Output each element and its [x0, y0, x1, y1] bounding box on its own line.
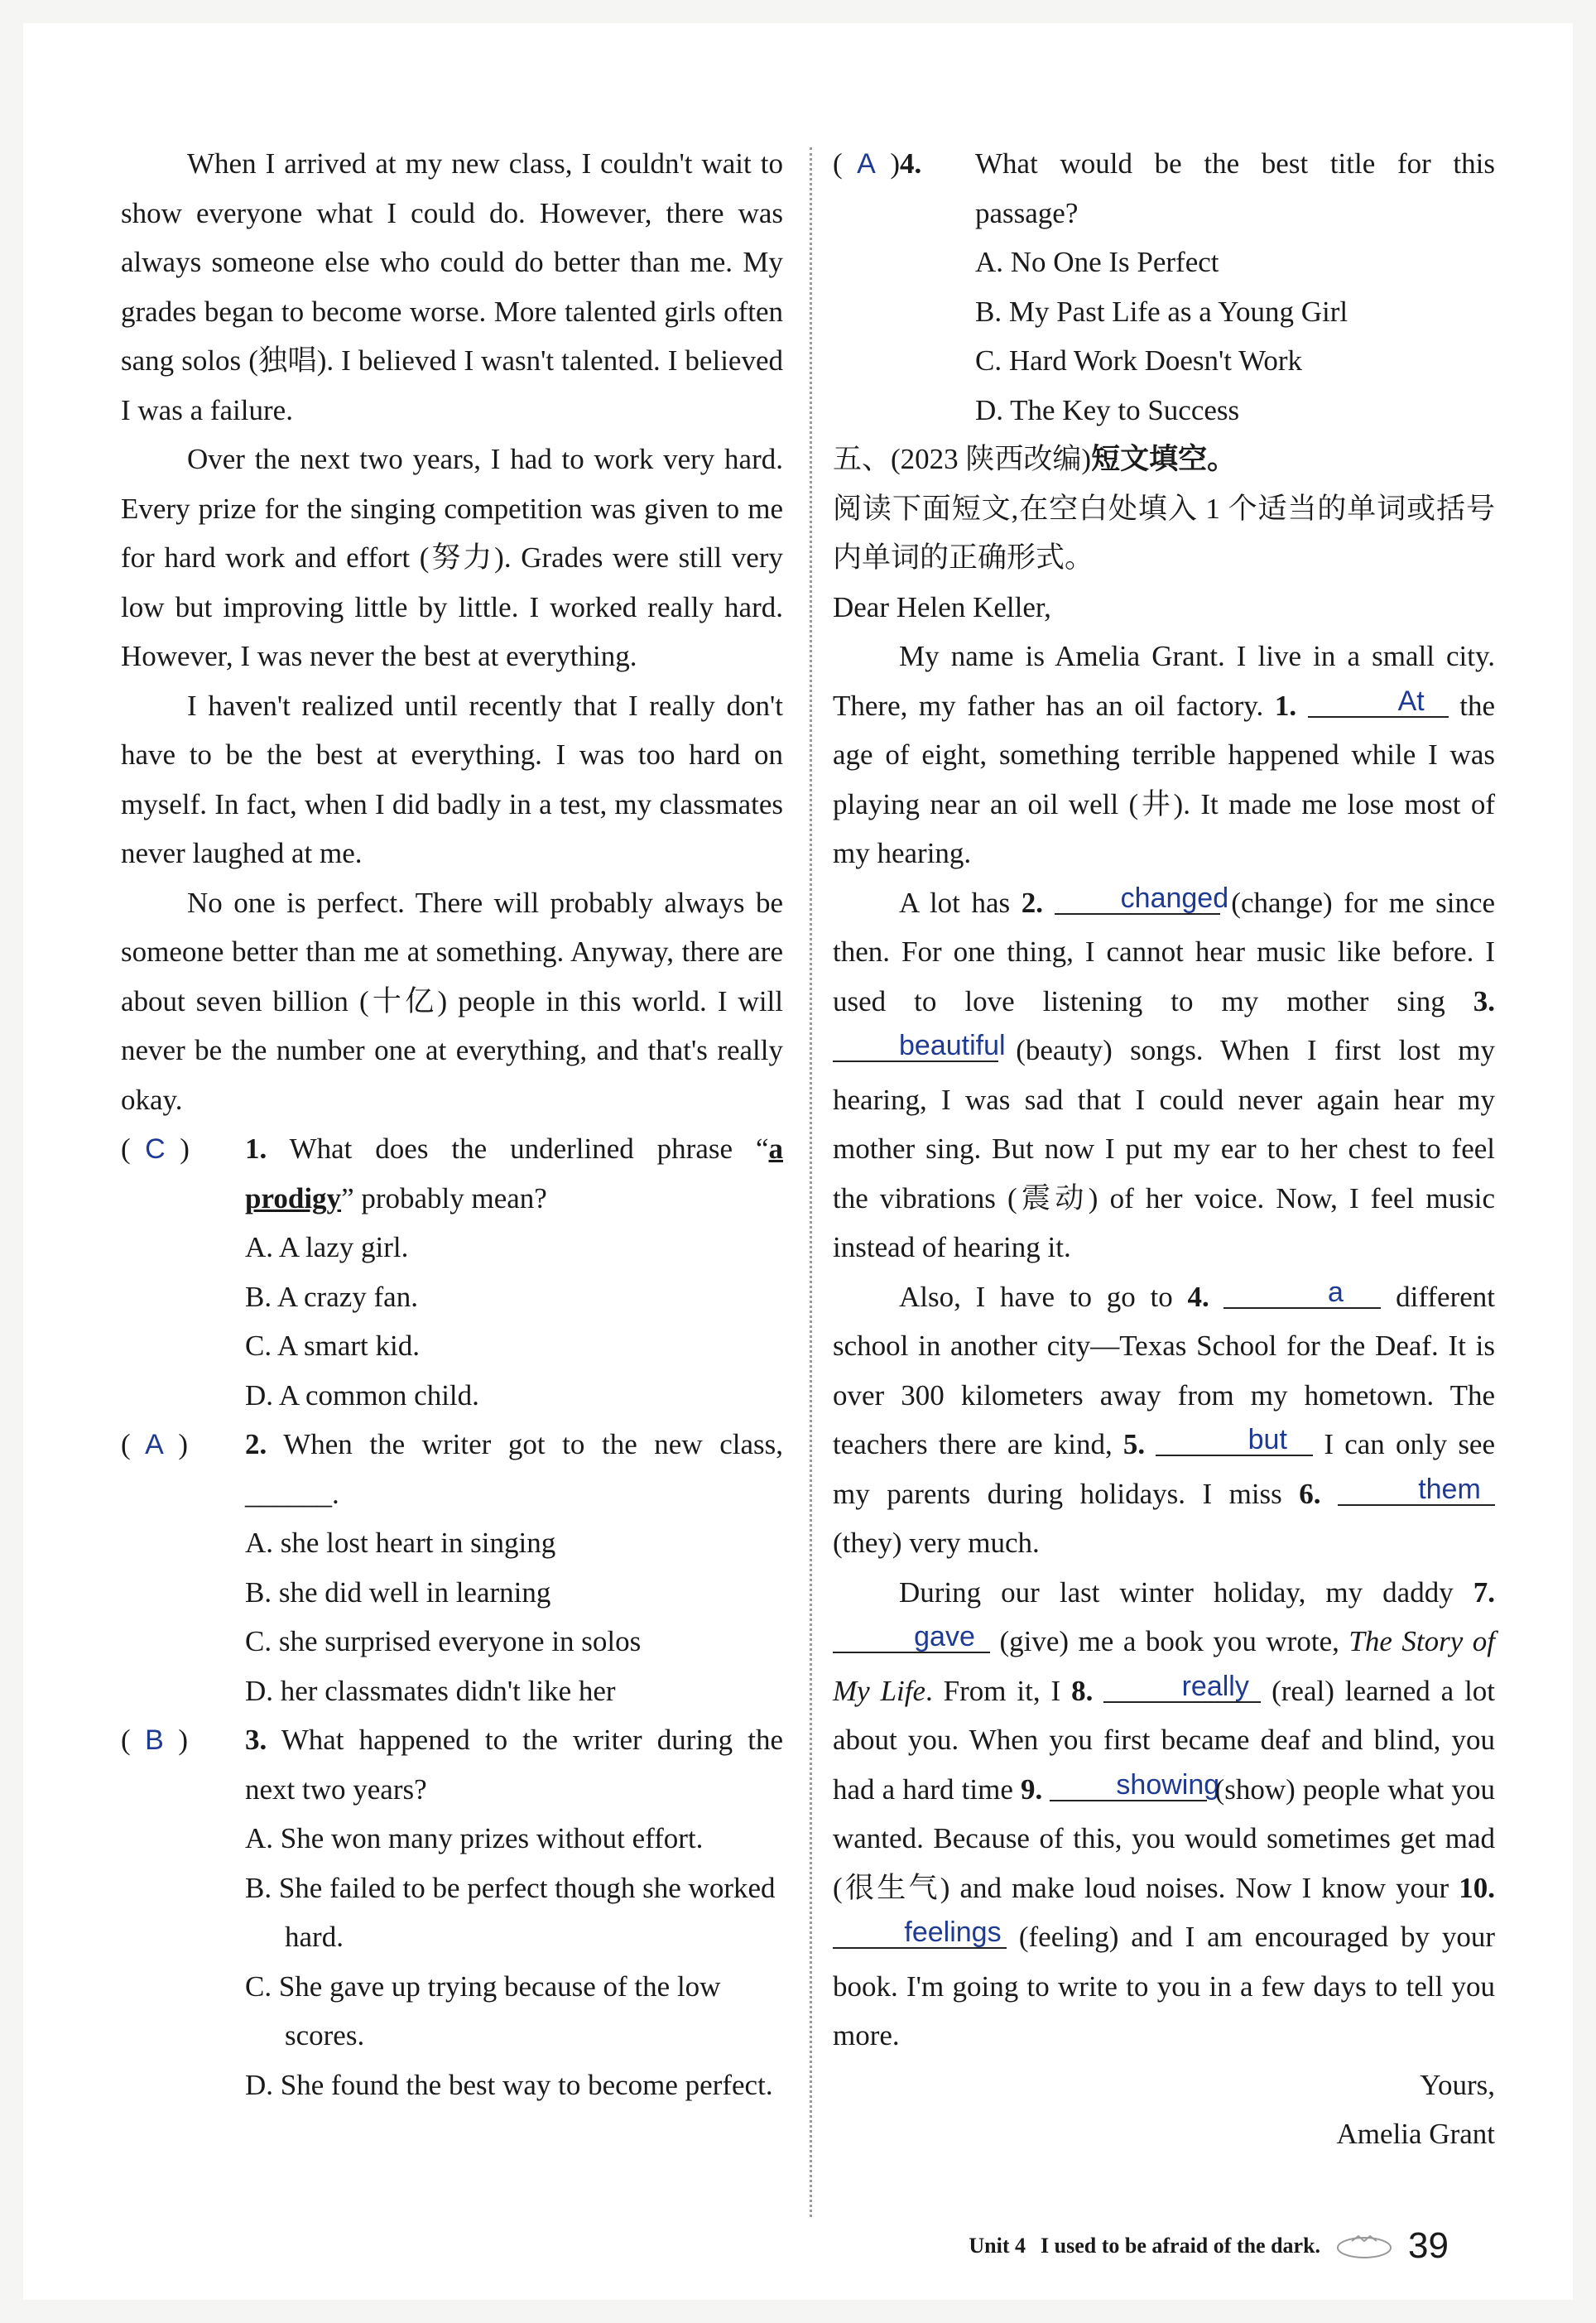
blank-10: feelings	[833, 1917, 1007, 1949]
q1-option-a: A. A lazy girl.	[245, 1231, 409, 1263]
blank-9: showing	[1050, 1770, 1207, 1801]
answer-3: B	[145, 1724, 164, 1756]
q4-option-d: D. The Key to Success	[975, 393, 1240, 426]
q2-option-c: C. she surprised everyone in solos	[245, 1625, 642, 1657]
blank-2: changed	[1055, 883, 1220, 915]
passage-paragraph-4: No one is perfect. There will probably always be someone better than me at something. Anyway, there are about seven billion (十亿) people in this world. I will never be the number one at everything, and that's really okay.	[121, 886, 783, 1116]
section-5-heading: 五、(2023 陕西改编)短文填空。	[833, 443, 1237, 475]
question-4: ( A )4. What would be the best title for this passage?	[833, 147, 1495, 229]
letter-paragraph-3: Also, I have to go to 4. a different school in another city—Texas School for the Deaf. It is over 300 kilometers away from my hometown. The teachers there are kind, 5. but I can only see my parents during holidays. I miss 6. them (they) very much.	[833, 1276, 1496, 1559]
passage-paragraph-2: Over the next two years, I had to work very hard. Every prize for the singing competition was given to me for hard work and effort (努力). Grades were still very low but improving little by little. I worked really hard. However, I was never the best at everything.	[121, 443, 783, 672]
page-footer	[969, 2225, 1449, 2267]
q4-option-c: C. Hard Work Doesn't Work	[975, 344, 1303, 377]
answer-4: A	[857, 148, 876, 180]
section-5-instruction: 阅读下面短文,在空白处填入 1 个适当的单词或括号内单词的正确形式。	[833, 492, 1495, 574]
q1-option-d: D. A common child.	[245, 1378, 479, 1412]
question-1: ( C ) 1. What does the underlined phrase “a prodigy” probably mean?	[121, 1133, 783, 1214]
page-number: 39	[1408, 2225, 1449, 2266]
q4-option-a: A. No One Is Perfect	[975, 246, 1219, 278]
passage-paragraph-1: When I arrived at my new class, I couldn't wait to show everyone what I could do. However, there was always someone else who could do better than me. My grades began to become worse. More talented girls often sang solos (独唱). I believed I wasn't talented. I believed I was a failure.	[121, 147, 783, 426]
q4-option-b: B. My Past Life as a Young Girl	[975, 295, 1348, 328]
answer-1: C	[145, 1133, 166, 1165]
blank-7: gave	[833, 1622, 990, 1653]
column-divider	[810, 147, 812, 2217]
question-3: ( B ) 3. What happened to the writer during the next two years?	[121, 1724, 783, 1806]
blank-4: a	[1223, 1277, 1381, 1309]
q3-option-b: B. She failed to be perfect though she worked hard.	[245, 1871, 776, 1953]
q3-option-c: C. She gave up trying because of the low scores.	[245, 1970, 721, 2051]
blank-6: them	[1338, 1474, 1495, 1506]
q3-option-d: D. She found the best way to become perfect.	[245, 2068, 773, 2101]
unit-label: Unit 4	[969, 2234, 1026, 2258]
q2-option-d: D. her classmates didn't like her	[245, 1674, 616, 1707]
q2-option-b: B. she did well in learning	[245, 1575, 551, 1609]
letter-signature: Amelia Grant	[1336, 2118, 1495, 2150]
blank-5: but	[1156, 1425, 1313, 1456]
letter-greeting: Dear Helen Keller,	[833, 590, 1051, 623]
letter-paragraph-4: During our last winter holiday, my daddy 7. gave (give) me a book you wrote, The Story of My Life. From it, I 8. really (real) learned a lot about you. When you first became deaf and blind, you had a hard time 9. showing (show) people what you wanted. Because of this, you would sometimes get mad (很生气) and make loud noises. Now I know your 10. feelings (feeling) and I am encouraged by your book. I'm going to write to you in a few days to tell you more.	[833, 1575, 1496, 2051]
letter-closing: Yours,	[1420, 2068, 1495, 2101]
worksheet-page	[23, 23, 1573, 2300]
right-column	[833, 139, 1495, 2159]
left-column	[121, 139, 783, 2109]
underlined-phrase: a prodigy	[245, 1133, 783, 1214]
unit-title: I used to be afraid of the dark.	[1041, 2234, 1321, 2258]
blank-8: really	[1103, 1671, 1261, 1703]
letter-paragraph-1: My name is Amelia Grant. I live in a small city. There, my father has an oil factory. 1. At the age of eight, something terrible happened while I was playing near an oil well (井). It made me lose most of my hearing.	[833, 640, 1496, 869]
publisher-logo-icon	[1335, 2233, 1393, 2259]
blank-1: At	[1308, 686, 1449, 718]
q2-option-a: A. she lost heart in singing	[245, 1527, 556, 1559]
book-title: The Story of My Life	[833, 1625, 1495, 1707]
answer-2: A	[145, 1429, 164, 1460]
letter-paragraph-2: A lot has 2. changed (change) for me since then. For one thing, I cannot hear music like before. I used to love listening to my mother sing 3. beautiful (beauty) songs. When I first lost my hearing, I was sad that I could never again hear my mother sing. But now I put my ear to her chest to feel the vibrations (震动) of her voice. Now, I feel music instead of hearing it.	[833, 882, 1496, 1263]
blank-3: beautiful	[833, 1031, 998, 1062]
q1-option-b: B. A crazy fan.	[245, 1280, 418, 1313]
question-2: ( A ) 2. When the writer got to the new class, ______.	[121, 1428, 783, 1510]
passage-paragraph-3: I haven't realized until recently that I really don't have to be the best at everything. I was too hard on myself. In fact, when I did badly in a test, my classmates never laughed at me.	[121, 689, 783, 869]
q1-option-c: C. A smart kid.	[245, 1330, 420, 1362]
q3-option-a: A. She won many prizes without effort.	[245, 1822, 704, 1854]
